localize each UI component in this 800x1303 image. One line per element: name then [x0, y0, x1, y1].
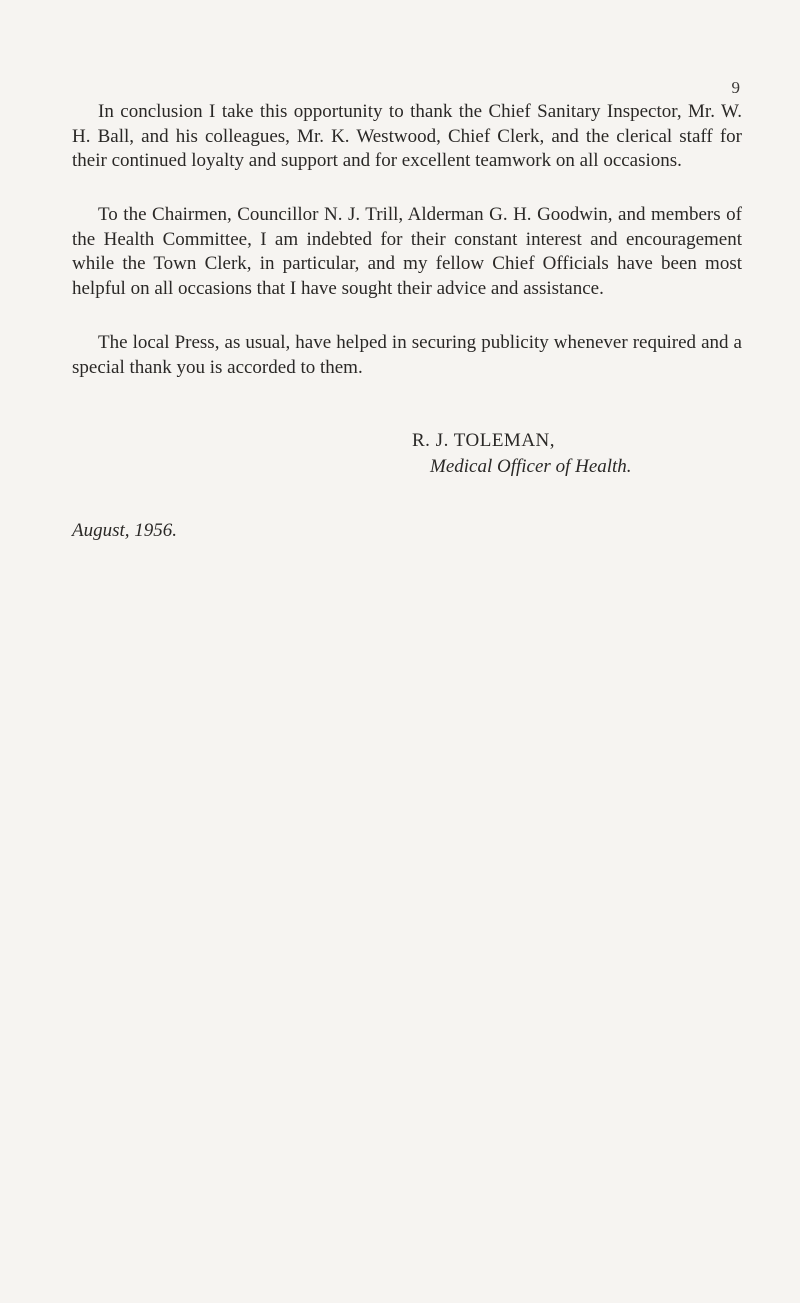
signature-title: Medical Officer of Health. — [430, 456, 632, 477]
paragraph-committee — [72, 203, 742, 301]
signature-name: R. J. TOLEMAN, — [412, 430, 556, 451]
page-number: 9 — [731, 78, 740, 97]
paragraph-press — [72, 331, 742, 380]
paragraph-text: To the Chairmen, Councillor N. J. Trill, Alderman G. H. Goodwin, and members of the Health Committee, I am indebted for their constant interest and encouragement while the Town Clerk, in particular, and my fellow Chief Officials have been most helpful on all occasions that I have sought their advice and assistance. — [72, 204, 742, 299]
paragraph-conclusion — [72, 100, 742, 174]
document-date: August, 1956. — [72, 520, 178, 541]
paragraph-text: The local Press, as usual, have helped in securing publicity whenever required and a special thank you is accorded to them. — [72, 332, 742, 378]
paragraph-text: In conclusion I take this opportunity to thank the Chief Sanitary Inspector, Mr. W. H. Ball, and his colleagues, Mr. K. Westwood, Chief Clerk, and the clerical staff for their continued loyalty and support and for excellent teamwork on all occasions. — [72, 101, 742, 171]
